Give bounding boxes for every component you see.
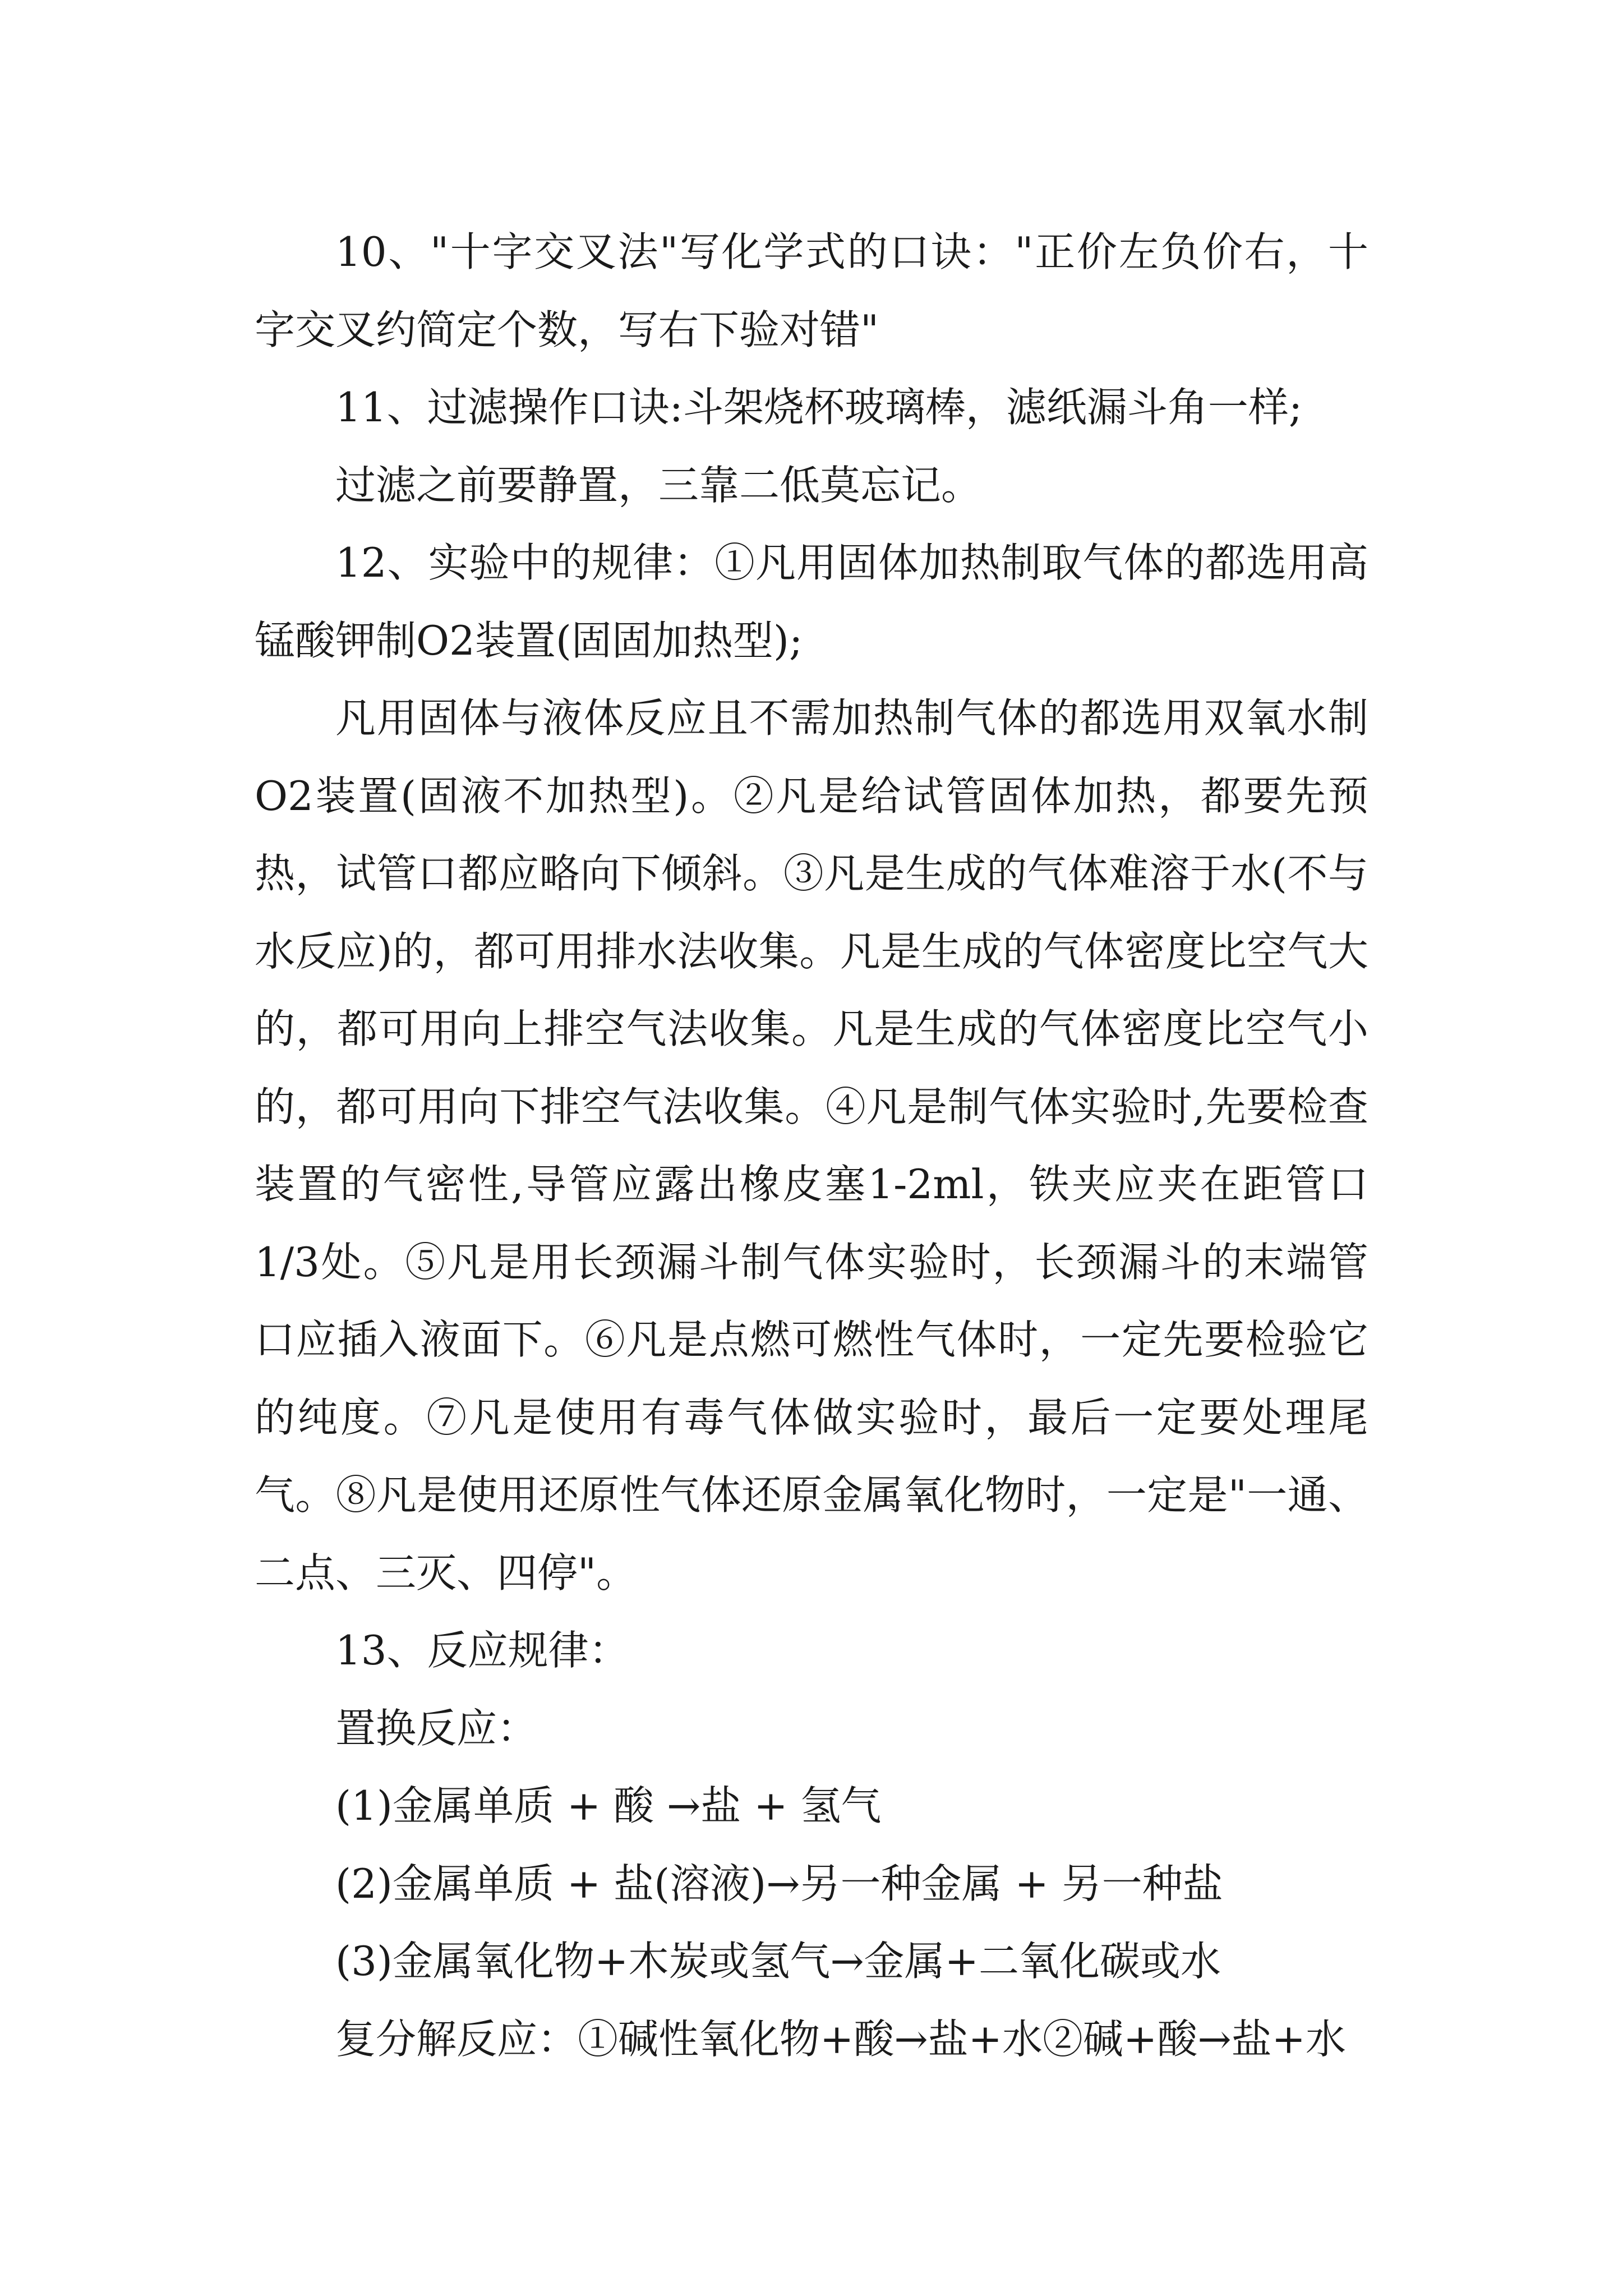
paragraph-double-decomposition: 复分解反应：①碱性氧化物+酸→盐+水②碱+酸→盐+水	[335, 2015, 1346, 2063]
paragraph-filtration-rhyme-cont: 过滤之前要静置，三靠二低莫忘记。	[335, 461, 982, 509]
paragraph-displacement-1: (1)金属单质 + 酸 →盐 + 氢气	[335, 1782, 882, 1829]
paragraph-displacement-3: (3)金属氧化物+木炭或氢气→金属+二氧化碳或水	[335, 1938, 1221, 1985]
document-body	[255, 213, 1368, 2078]
paragraph-displacement-heading: 置换反应：	[335, 1704, 538, 1752]
paragraph-filtration-rhyme: 11、过滤操作口诀:斗架烧杯玻璃棒，滤纸漏斗角一样;	[335, 384, 1303, 431]
paragraph-cross-method-rhyme: 10、"十字交叉法"写化学式的口诀："正价左负价右，十字交叉约简定个数，写右下验对错"	[255, 228, 1368, 353]
paragraph-displacement-2: (2)金属单质 + 盐(溶液)→另一种金属 + 另一种盐	[335, 1860, 1223, 1907]
paragraph-experiment-rules: 12、实验中的规律：①凡用固体加热制取气体的都选用高锰酸钾制O2装置(固固加热型);	[255, 539, 1368, 664]
paragraph-reaction-rules-heading: 13、反应规律：	[335, 1627, 629, 1674]
paragraph-experiment-rules-cont: 凡用固体与液体反应且不需加热制气体的都选用双氧水制O2装置(固液不加热型)。②凡是给试管固体加热，都要先预热，试管口都应略向下倾斜。③凡是生成的气体难溶于水(不与水反应)的，都可用排水法收集。凡是生成的气体密度比空气大的，都可用向上排空气法收集。凡是生成的气体密度比空气小的，都可用向下排空气法收集。④凡是制气体实验时,先要检查装置的气密性,导管应露出橡皮塞1-2ml，铁夹应夹在距管口1/3处。⑤凡是用长颈漏斗制气体实验时，长颈漏斗的末端管口应插入液面下。⑥凡是点燃可燃性气体时，一定先要检验它的纯度。⑦凡是使用有毒气体做实验时，最后一定要处理尾气。⑧凡是使用还原性气体还原金属氧化物时，一定是"一通、二点、三灭、四停"。	[255, 694, 1368, 1596]
